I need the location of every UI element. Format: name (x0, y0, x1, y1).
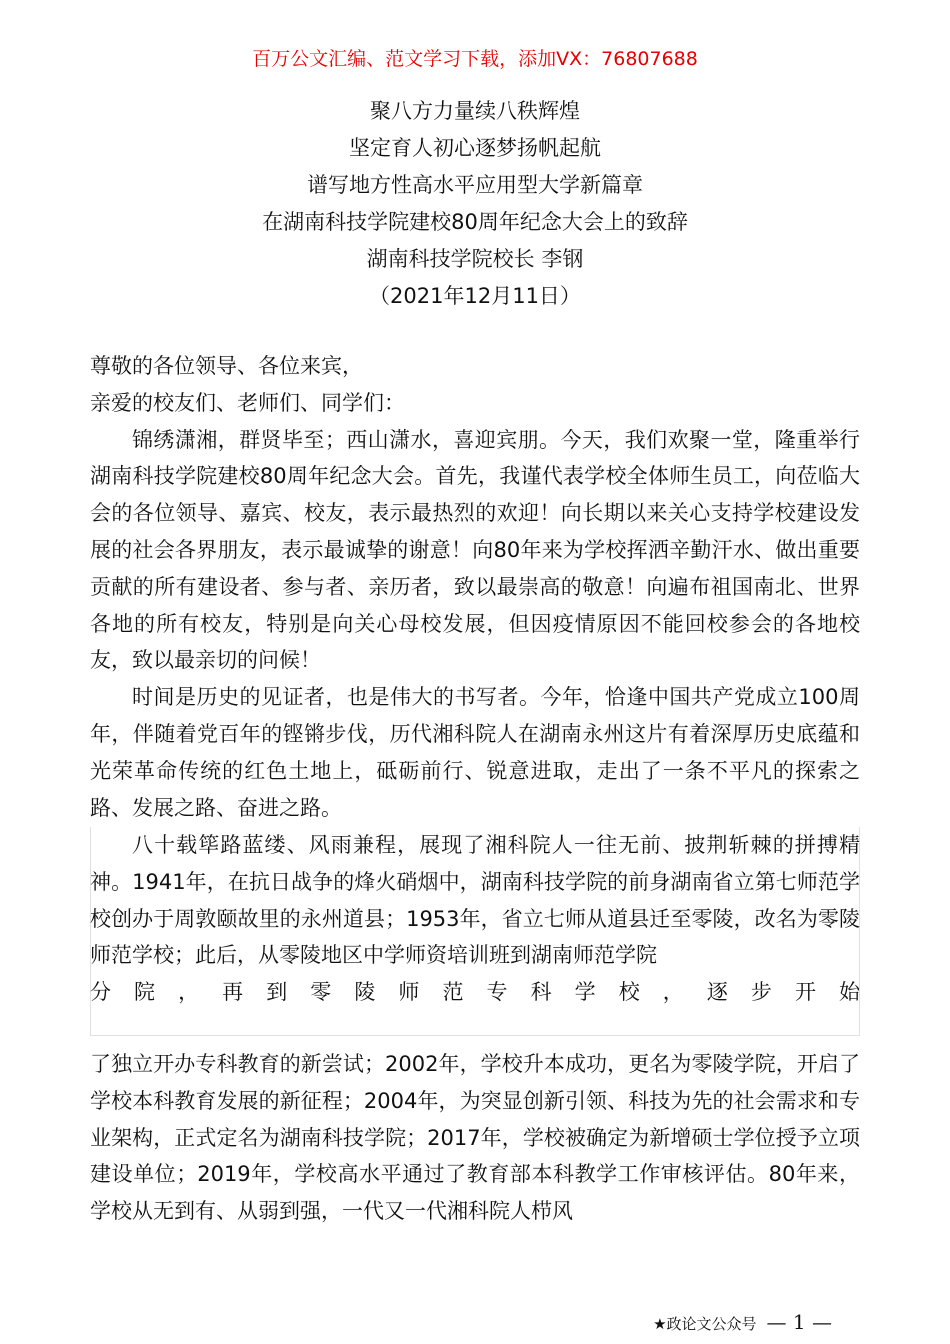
speech-date: （2021年12月11日） (369, 284, 581, 308)
footer-source: ★政论文公众号 (653, 1315, 757, 1333)
body-text-continued (90, 1046, 860, 1230)
greeting-line: 尊敬的各位领导、各位来宾， (90, 354, 363, 378)
paragraph: 时间是历史的见证者，也是伟大的书写者。今年，恰逢中国共产党成立100周年，伴随着党百年的铿锵步伐，历代湘科院人在湖南永州这片有着深厚历史底蕴和光荣革命传统的红色土地上，砥砺前行、锐意进取，走出了一条不平凡的探索之路、发展之路、奋进之路。 (90, 685, 860, 820)
subtitle-1: 坚定育人初心逐梦扬帆起航 (349, 136, 601, 160)
paragraph: 锦绣潇湘，群贤毕至；西山潇水，喜迎宾朋。今天，我们欢聚一堂，隆重举行湖南科技学院建校80周年纪念大会。首先，我谨代表学校全体师生员工，向莅临大会的各位领导、嘉宾、校友，表示最热烈的欢迎！向长期以来关心支持学校建设发展的社会各界朋友，表示最诚挚的谢意！向80年来为学校挥洒辛勤汗水、做出重要贡献的所有建设者、参与者、亲历者，致以最崇高的敬意！向遍布祖国南北、世界各地的所有校友，特别是向关心母校发展，但因疫情原因不能回校参会的各地校友，致以最亲切的问候！ (90, 427, 860, 673)
paragraph: 八十载筚路蓝缕、风雨兼程，展现了湘科院人一往无前、披荆斩棘的拼搏精神。1941年，在抗日战争的烽火硝烟中，湖南科技学院的前身湖南省立第七师范学校创办于周敦颐故里的永州道县；1953年，省立七师从道县迁至零陵，改名为零陵师范学校；此后，从零陵地区中学师资培训班到湖南师范学院 (90, 833, 860, 968)
main-title: 聚八方力量续八秩辉煌 (370, 99, 580, 123)
speaker: 湖南科技学院校长 李钢 (366, 247, 584, 271)
greeting-line: 亲爱的校友们、老师们、同学们： (90, 390, 405, 415)
body-text (90, 348, 860, 826)
page-number: — 1 — (766, 1310, 832, 1334)
paragraph-spread-line: 分院，再到零陵师范专科学校，逐步开始 (90, 980, 860, 1005)
title-block (0, 93, 950, 315)
header-banner: 百万公文汇编、范文学习下载，添加VX：76807688 (252, 48, 698, 70)
paragraph: 了独立开办专科教育的新尝试；2002年，学校升本成功，更名为零陵学院，开启了学校本科教育发展的新征程；2004年，为突显创新引领、科技为先的社会需求和专业架构，正式定名为湖南科技学院；2017年，学校被确定为新增硕士学位授予立项建设单位；2019年，学校高水平通过了教育部本科教学工作审核评估。80年来，学校从无到有、从弱到强，一代又一代湘科院人栉风 (90, 1052, 860, 1224)
speech-occasion: 在湖南科技学院建校80周年纪念大会上的致辞 (262, 210, 688, 234)
framed-paragraph (90, 827, 860, 1011)
page-footer (653, 1310, 832, 1336)
subtitle-2: 谱写地方性高水平应用型大学新篇章 (307, 173, 643, 197)
